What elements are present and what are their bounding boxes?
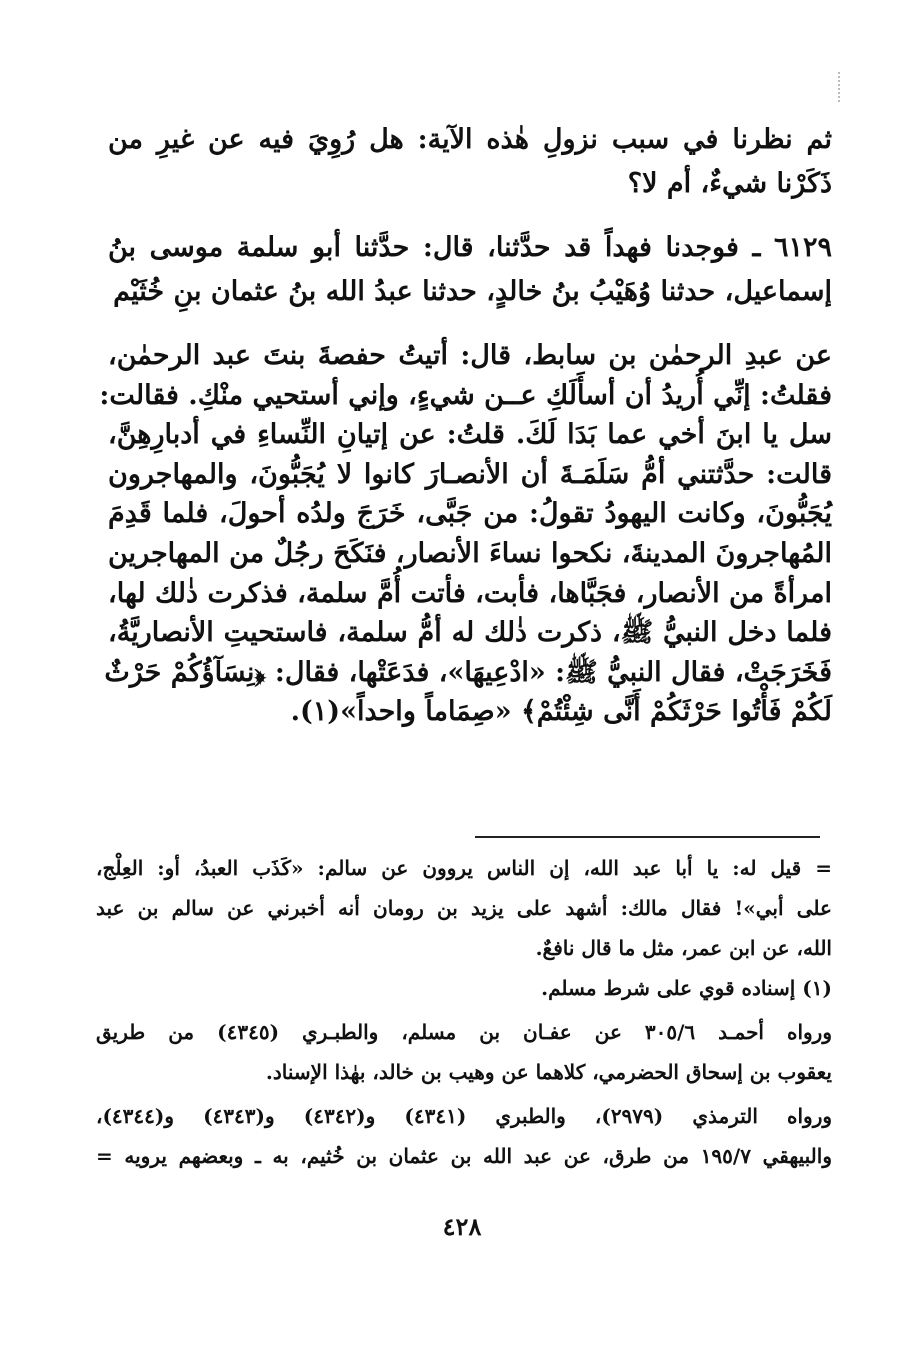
intro-line: ذَكَرْنا شيءٌ، أم لا؟ [627, 168, 832, 199]
hadith-line: فقلتُ: إنِّي أُريدُ أن أسأَلَكِ عــن شيءٍ، وإني أستحيي منْكِ. فقالت: [99, 379, 832, 411]
footnote-line: ورواه الترمذي (٢٩٧٩)، والطبري (٤٣٤١) و(٤٣٤٢) و(٤٣٤٣) و(٤٣٤٤)، [96, 1104, 833, 1128]
intro-line: ثم نظرنا في سبب نزولِ هٰذه الآية: هل رُوِيَ فيه عن غيرِ من [108, 124, 832, 155]
footnotes [96, 848, 832, 1176]
hadith-line: قالت: حدَّثتني أمُّ سَلَمَـةَ أن الأنصـارَ كانوا لا يُجَبُّونَ، والمهاجرون [108, 458, 832, 490]
hadith-body-paragraph [99, 336, 832, 732]
footnote-line: والبيهقي ١٩٥/٧ من طرق، عن عبد الله بن عثمان بن خُثيم، به ـ وبعضهم يرويه = [96, 1144, 832, 1168]
hadith-line: يُجَبُّونَ، وكانت اليهودُ تقولُ: من جَبَّى، خَرَجَ ولدُه أحولَ، فلما قَدِمَ [108, 498, 832, 530]
scan-speck [836, 72, 840, 102]
hadith-line: امرأةً من الأنصار، فجَبَّاها، فأبت، فأتت أُمَّ سلمة، فذكرت ذٰلك لها، [108, 577, 832, 609]
footnote-line: ورواه أحمـد ٣٠٥/٦ عن عفـان بن مسلم، والطبـري (٤٣٤٥) من طريق [96, 1020, 832, 1044]
page-number: ٤٢٨ [442, 1212, 482, 1241]
footnote-line: يعقوب بن إسحاق الحضرمي، كلاهما عن وهيب بن خالد، بهٰذا الإسناد. [265, 1060, 832, 1084]
hadith-line: عن عبدِ الرحمٰن بن سابط، قال: أتيتُ حفصةَ بنتَ عبد الرحمٰن، [108, 340, 832, 371]
hadith-line: فلما دخل النبيُّ ﷺ، ذكرت ذٰلك له أمُّ سلمة، فاستحيتِ الأنصاريَّةُ، [108, 617, 832, 649]
main-text [99, 118, 832, 732]
hadith-line: لَكُمْ فَأْتُوا حَرْثَكُمْ أَنَّى شِئْتُمْ﴾ «صِمَاماً واحداً»(١). [290, 696, 832, 728]
footnote-line: = قيل له: يا أبا عبد الله، إن الناس يروون عن سالم: «كَذَب العبدُ، أو: العِلْج، [96, 856, 832, 880]
hadith-line: سل يا ابنَ أخي عما بَدَا لَكَ. قلتُ: عن إتيانِ النِّساءِ في أدبارِهِنَّ، [108, 419, 832, 451]
isnad-paragraph [108, 226, 832, 314]
footnote-separator [475, 836, 820, 838]
hadith-line: فَخَرَجَتْ، فقال النبيُّ ﷺ: «ادْعِيهَا»، فدَعَتْها، فقال: ﴿نِسَآؤُكُمْ حَرْثٌ [104, 656, 832, 688]
footnote-line: على أبي»! فقال مالك: أشهد على يزيد بن رومان أنه أخبرني عن سالم بن عبد [96, 896, 832, 920]
isnad-line: ٦١٢٩ ـ فوجدنا فهداً قد حدَّثنا، قال: حدَّثنا أبو سلمة موسى بنُ [108, 232, 832, 263]
hadith-line: المُهاجرونَ المدينةَ، نكحوا نساءَ الأنصار، فنَكَحَ رجُلٌ من المهاجرين [108, 537, 832, 569]
footnote-1-line: (١) إسناده قوي على شرط مسلم. [541, 976, 832, 1000]
intro-paragraph [108, 118, 832, 206]
isnad-line: إسماعيل، حدثنا وُهَيْبُ بنُ خالدٍ، حدثنا عبدُ الله بنُ عثمان بنِ خُثَيْم [113, 276, 832, 307]
footnote-line: الله، عن ابن عمر، مثل ما قال نافعٌ. [535, 936, 832, 960]
